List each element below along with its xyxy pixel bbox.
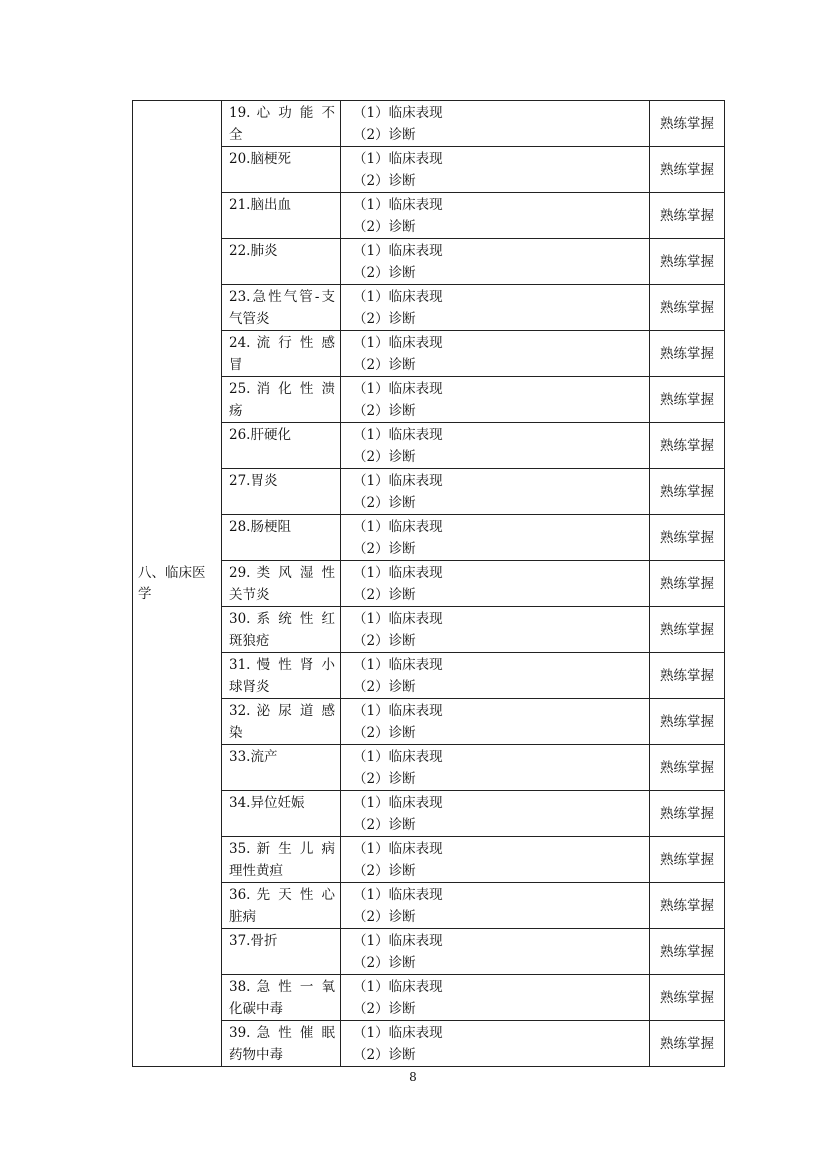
table-row: [133, 1021, 725, 1067]
topic-text: 23.急性气管-支气管炎: [229, 289, 335, 327]
topic-text: 29. 类 风 湿 性 关节炎: [229, 565, 335, 603]
page-number: 8: [409, 1070, 417, 1084]
requirement-clinical: （1）临床表现: [353, 151, 443, 167]
requirement-clinical: （1）临床表现: [353, 197, 443, 213]
requirement-diagnosis: （2）诊断: [353, 1001, 416, 1017]
table-body: [133, 101, 725, 1067]
table-row: [133, 193, 725, 239]
topic-cell: [222, 837, 341, 883]
topic-cell: [222, 791, 341, 837]
mastery-level-cell: 熟练掌握: [650, 377, 725, 423]
requirement-cell: [341, 745, 650, 791]
table-row: [133, 331, 725, 377]
requirement-clinical: （1）临床表现: [353, 335, 443, 351]
table-row: [133, 515, 725, 561]
requirement-cell: [341, 377, 650, 423]
requirement-cell: [341, 929, 650, 975]
mastery-level-cell: 熟练掌握: [650, 929, 725, 975]
requirement-cell: [341, 101, 650, 147]
topic-cell: [222, 653, 341, 699]
topic-text: 30. 系 统 性 红 斑狼疮: [229, 611, 335, 649]
requirement-diagnosis: （2）诊断: [353, 265, 416, 281]
mastery-level-cell: 熟练掌握: [650, 653, 725, 699]
requirement-diagnosis: （2）诊断: [353, 449, 416, 465]
topic-text: 37.骨折: [229, 933, 278, 949]
table-row: [133, 285, 725, 331]
requirement-diagnosis: （2）诊断: [353, 173, 416, 189]
requirement-diagnosis: （2）诊断: [353, 909, 416, 925]
mastery-level-cell: 熟练掌握: [650, 745, 725, 791]
table-row: [133, 239, 725, 285]
mastery-level-cell: 熟练掌握: [650, 285, 725, 331]
requirement-cell: [341, 331, 650, 377]
requirement-diagnosis: （2）诊断: [353, 771, 416, 787]
requirement-clinical: （1）临床表现: [353, 979, 443, 995]
requirement-clinical: （1）临床表现: [353, 749, 443, 765]
requirement-diagnosis: （2）诊断: [353, 495, 416, 511]
topic-cell: [222, 331, 341, 377]
requirement-clinical: （1）临床表现: [353, 473, 443, 489]
table-row: [133, 469, 725, 515]
topic-cell: [222, 883, 341, 929]
requirement-diagnosis: （2）诊断: [353, 403, 416, 419]
mastery-level-cell: 熟练掌握: [650, 561, 725, 607]
requirement-cell: [341, 883, 650, 929]
table-row: [133, 147, 725, 193]
requirement-clinical: （1）临床表现: [353, 1025, 443, 1041]
table-row: [133, 101, 725, 147]
topic-text: 26.肝硬化: [229, 427, 291, 443]
requirement-cell: [341, 469, 650, 515]
topic-cell: [222, 469, 341, 515]
topic-cell: [222, 975, 341, 1021]
mastery-level-cell: 熟练掌握: [650, 469, 725, 515]
requirement-clinical: （1）临床表现: [353, 933, 443, 949]
requirement-diagnosis: （2）诊断: [353, 955, 416, 971]
requirement-clinical: （1）临床表现: [353, 381, 443, 397]
requirement-diagnosis: （2）诊断: [353, 587, 416, 603]
topic-text: 39. 急 性 催 眠 药物中毒: [229, 1025, 335, 1063]
topic-cell: [222, 239, 341, 285]
mastery-level-cell: 熟练掌握: [650, 147, 725, 193]
requirement-diagnosis: （2）诊断: [353, 679, 416, 695]
mastery-level-cell: 熟练掌握: [650, 423, 725, 469]
table-row: [133, 745, 725, 791]
mastery-level-cell: 熟练掌握: [650, 607, 725, 653]
requirement-clinical: （1）临床表现: [353, 795, 443, 811]
topic-cell: [222, 423, 341, 469]
table-row: [133, 561, 725, 607]
table-row: [133, 653, 725, 699]
topic-text: 32. 泌 尿 道 感 染: [229, 703, 335, 741]
mastery-level-cell: 熟练掌握: [650, 239, 725, 285]
topic-text: 31. 慢 性 肾 小 球肾炎: [229, 657, 335, 695]
requirement-clinical: （1）临床表现: [353, 519, 443, 535]
topic-text: 35. 新 生 儿 病 理性黄疸: [229, 841, 335, 879]
table-row: [133, 423, 725, 469]
requirement-diagnosis: （2）诊断: [353, 633, 416, 649]
topic-text: 25. 消 化 性 溃 疡: [229, 381, 335, 419]
requirement-clinical: （1）临床表现: [353, 841, 443, 857]
requirement-cell: [341, 285, 650, 331]
mastery-level-cell: 熟练掌握: [650, 101, 725, 147]
topic-cell: [222, 699, 341, 745]
table-row: [133, 837, 725, 883]
requirement-cell: [341, 837, 650, 883]
mastery-level-cell: 熟练掌握: [650, 515, 725, 561]
mastery-level-cell: 熟练掌握: [650, 331, 725, 377]
requirement-diagnosis: （2）诊断: [353, 863, 416, 879]
mastery-level-cell: 熟练掌握: [650, 699, 725, 745]
requirement-clinical: （1）临床表现: [353, 703, 443, 719]
requirement-diagnosis: （2）诊断: [353, 1047, 416, 1063]
topic-text: 28.肠梗阻: [229, 519, 291, 535]
topic-cell: [222, 147, 341, 193]
topic-cell: [222, 515, 341, 561]
mastery-level-cell: 熟练掌握: [650, 975, 725, 1021]
table-row: [133, 699, 725, 745]
topic-cell: [222, 1021, 341, 1067]
mastery-level-cell: 熟练掌握: [650, 193, 725, 239]
table-row: [133, 883, 725, 929]
table-row: [133, 929, 725, 975]
topic-cell: [222, 377, 341, 423]
topic-cell: [222, 193, 341, 239]
topic-cell: [222, 101, 341, 147]
requirement-diagnosis: （2）诊断: [353, 357, 416, 373]
requirement-clinical: （1）临床表现: [353, 289, 443, 305]
requirement-clinical: （1）临床表现: [353, 611, 443, 627]
requirement-diagnosis: （2）诊断: [353, 127, 416, 143]
requirement-diagnosis: （2）诊断: [353, 219, 416, 235]
requirement-cell: [341, 607, 650, 653]
requirement-clinical: （1）临床表现: [353, 243, 443, 259]
mastery-level-cell: 熟练掌握: [650, 837, 725, 883]
topic-cell: [222, 561, 341, 607]
requirement-cell: [341, 239, 650, 285]
topic-text: 22.肺炎: [229, 243, 278, 259]
topic-text: 27.胃炎: [229, 473, 278, 489]
section-cell: 八、临床医学: [133, 101, 222, 1067]
topic-cell: [222, 745, 341, 791]
topic-cell: [222, 607, 341, 653]
requirement-diagnosis: （2）诊断: [353, 817, 416, 833]
mastery-level-cell: 熟练掌握: [650, 1021, 725, 1067]
topic-text: 24. 流 行 性 感 冒: [229, 335, 335, 373]
requirement-cell: [341, 515, 650, 561]
requirement-cell: [341, 975, 650, 1021]
requirement-cell: [341, 653, 650, 699]
topic-text: 19. 心 功 能 不 全: [229, 105, 335, 143]
requirement-cell: [341, 699, 650, 745]
requirement-cell: [341, 147, 650, 193]
requirement-cell: [341, 423, 650, 469]
requirement-cell: [341, 193, 650, 239]
topic-text: 21.脑出血: [229, 197, 291, 213]
table-row: [133, 607, 725, 653]
requirement-cell: [341, 561, 650, 607]
topic-text: 36. 先 天 性 心 脏病: [229, 887, 335, 925]
requirement-diagnosis: （2）诊断: [353, 725, 416, 741]
table-row: [133, 791, 725, 837]
requirement-diagnosis: （2）诊断: [353, 541, 416, 557]
requirement-clinical: （1）临床表现: [353, 565, 443, 581]
requirement-clinical: （1）临床表现: [353, 105, 443, 121]
topic-text: 38. 急 性 一 氧 化碳中毒: [229, 979, 335, 1017]
mastery-level-cell: 熟练掌握: [650, 883, 725, 929]
table-row: [133, 975, 725, 1021]
requirement-clinical: （1）临床表现: [353, 887, 443, 903]
requirement-diagnosis: （2）诊断: [353, 311, 416, 327]
topic-cell: [222, 929, 341, 975]
requirement-clinical: （1）临床表现: [353, 427, 443, 443]
syllabus-table: [132, 100, 725, 1067]
mastery-level-cell: 熟练掌握: [650, 791, 725, 837]
requirement-clinical: （1）临床表现: [353, 657, 443, 673]
topic-text: 33.流产: [229, 749, 278, 765]
topic-cell: [222, 285, 341, 331]
topic-text: 20.脑梗死: [229, 151, 291, 167]
requirement-cell: [341, 1021, 650, 1067]
topic-text: 34.异位妊娠: [229, 795, 305, 811]
table-row: [133, 377, 725, 423]
requirement-cell: [341, 791, 650, 837]
